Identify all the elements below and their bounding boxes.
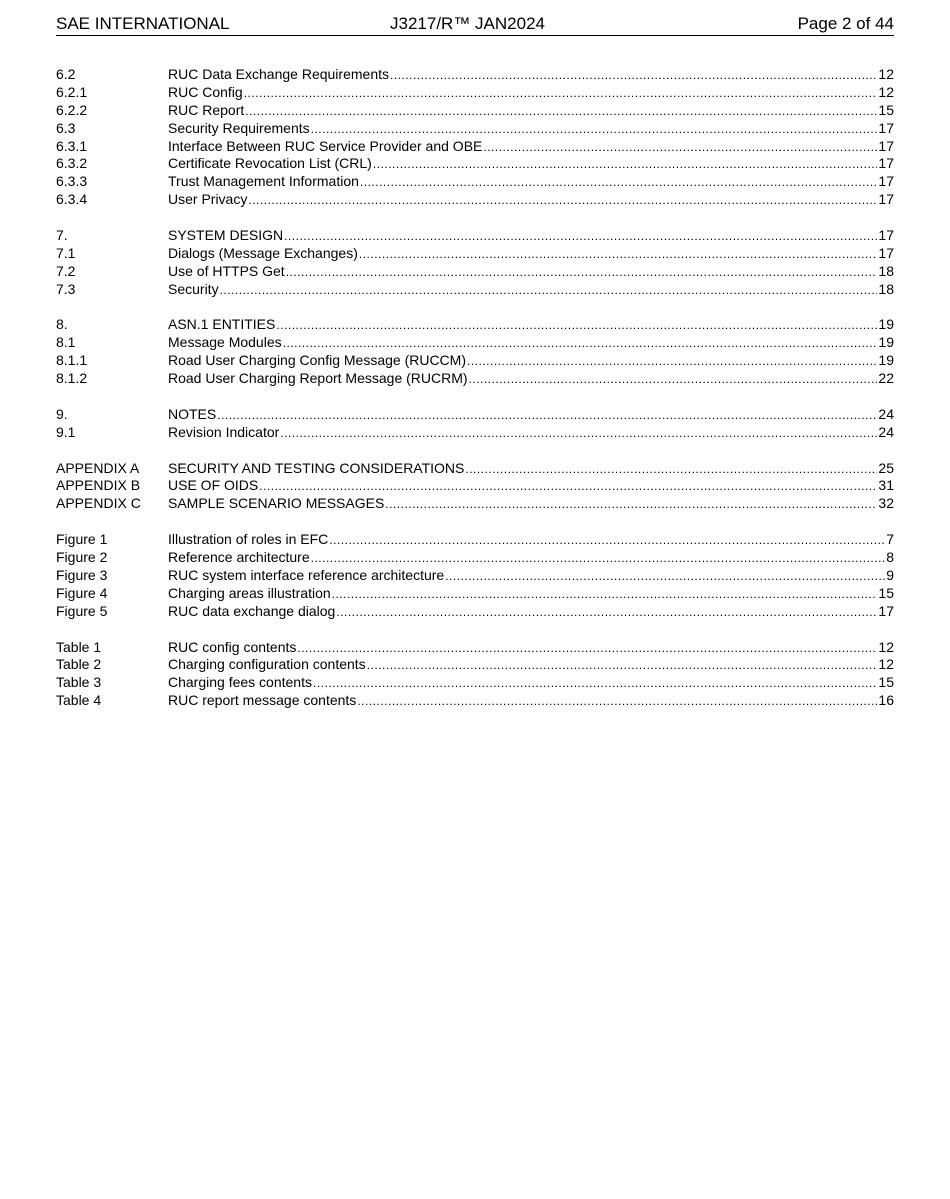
toc-entry-number: Table 2 — [56, 656, 102, 673]
toc-entry-number: 8.1 — [56, 334, 76, 351]
toc-entry-page: 17 — [878, 173, 894, 190]
dot-leader — [483, 139, 877, 157]
toc-entry-number: Table 4 — [56, 692, 102, 709]
toc-entry-number: Figure 4 — [56, 584, 108, 601]
toc-entry[interactable] — [56, 316, 894, 334]
toc-entry-number: Figure 2 — [56, 549, 108, 566]
toc-entry-page: 17 — [878, 119, 894, 136]
dot-leader — [313, 675, 877, 693]
dot-leader — [280, 425, 877, 443]
toc-entry-number: 6.2.2 — [56, 101, 88, 118]
toc-entry-title: RUC data exchange dialog — [168, 602, 336, 619]
toc-entry-number: 9.1 — [56, 423, 76, 440]
toc-entry-page: 7 — [886, 531, 894, 548]
toc-entry[interactable] — [56, 406, 894, 424]
toc-entry-page: 17 — [878, 191, 894, 208]
toc-entry[interactable] — [56, 567, 894, 585]
toc-entry-page: 19 — [878, 316, 894, 333]
toc-entry-page: 24 — [878, 405, 894, 422]
toc-group — [56, 531, 894, 620]
toc-entry-title: Charging areas illustration — [168, 584, 331, 601]
toc-entry-page: 17 — [878, 227, 894, 244]
toc-entry-page: 22 — [878, 370, 894, 387]
dot-leader — [357, 693, 877, 711]
toc-entry-page: 15 — [878, 584, 894, 601]
toc-entry[interactable] — [56, 674, 894, 692]
toc-entry-title: Revision Indicator — [168, 423, 280, 440]
toc-entry-number: 6.3.4 — [56, 191, 88, 208]
dot-leader — [297, 640, 877, 658]
toc-entry-title: Dialogs (Message Exchanges) — [168, 244, 358, 261]
toc-entry-number: 8. — [56, 316, 68, 333]
toc-entry-title: Security Requirements — [168, 119, 310, 136]
toc-entry-page: 18 — [878, 280, 894, 297]
toc-entry-page: 16 — [878, 692, 894, 709]
toc-entry-number: 7.3 — [56, 280, 76, 297]
toc-entry[interactable] — [56, 120, 894, 138]
dot-leader — [329, 532, 885, 550]
toc-entry-page: 8 — [886, 549, 894, 566]
dot-leader — [311, 121, 878, 139]
dot-leader — [217, 407, 877, 425]
toc-entry-title: Charging configuration contents — [168, 656, 366, 673]
dot-leader — [286, 264, 878, 282]
toc-entry-title: Reference architecture — [168, 549, 310, 566]
dot-leader — [220, 282, 878, 300]
toc-entry-number: APPENDIX C — [56, 495, 141, 512]
toc-entry-title: Charging fees contents — [168, 674, 312, 691]
toc-entry-page: 18 — [878, 262, 894, 279]
dot-leader — [359, 246, 878, 264]
toc-entry-number: APPENDIX A — [56, 459, 140, 476]
toc-entry-title: Use of HTTPS Get — [168, 262, 285, 279]
toc-entry[interactable] — [56, 549, 894, 567]
toc-entry[interactable] — [56, 370, 894, 388]
toc-entry[interactable] — [56, 66, 894, 84]
toc-entry[interactable] — [56, 334, 894, 352]
header-page-number: Page 2 of 44 — [797, 14, 894, 33]
header-document-id: J3217/R™ JAN2024 — [390, 14, 545, 33]
toc-entry[interactable] — [56, 245, 894, 263]
page-header — [56, 13, 894, 36]
toc-entry-page: 12 — [878, 83, 894, 100]
toc-group — [56, 406, 894, 442]
toc-entry-page: 17 — [878, 602, 894, 619]
dot-leader — [390, 67, 877, 85]
toc-group — [56, 227, 894, 299]
toc-entry-page: 31 — [878, 477, 894, 494]
toc-entry[interactable] — [56, 692, 894, 710]
toc-entry-page: 17 — [878, 244, 894, 261]
toc-entry[interactable] — [56, 460, 894, 478]
toc-entry-page: 12 — [878, 638, 894, 655]
dot-leader — [248, 192, 877, 210]
toc-entry-page: 24 — [878, 423, 894, 440]
toc-entry-number: Table 1 — [56, 638, 102, 655]
toc-entry-page: 17 — [878, 155, 894, 172]
toc-entry-page: 25 — [878, 459, 894, 476]
dot-leader — [276, 317, 877, 335]
dot-leader — [445, 568, 885, 586]
toc-entry[interactable] — [56, 531, 894, 549]
dot-leader — [283, 335, 878, 353]
toc-entry[interactable] — [56, 84, 894, 102]
toc-entry[interactable] — [56, 173, 894, 191]
dot-leader — [360, 174, 878, 192]
toc-group — [56, 639, 894, 711]
toc-entry-number: APPENDIX B — [56, 477, 141, 494]
toc-entry-page: 19 — [878, 334, 894, 351]
toc-entry-number: 7.2 — [56, 262, 76, 279]
toc-entry-title: RUC Config — [168, 83, 243, 100]
dot-leader — [385, 496, 877, 514]
toc-entry-number: 7. — [56, 227, 68, 244]
header-organization: SAE INTERNATIONAL — [56, 14, 230, 33]
dot-leader — [284, 228, 877, 246]
toc-entry-page: 12 — [878, 656, 894, 673]
toc-entry-title: Illustration of roles in EFC — [168, 531, 329, 548]
toc-entry-title: Message Modules — [168, 334, 282, 351]
toc-entry[interactable] — [56, 352, 894, 370]
dot-leader — [373, 156, 878, 174]
toc-entry-title: NOTES — [168, 405, 217, 422]
toc-entry-page: 15 — [878, 101, 894, 118]
toc-entry[interactable] — [56, 424, 894, 442]
toc-entry-title: ASN.1 ENTITIES — [168, 316, 276, 333]
toc-entry-title: User Privacy — [168, 191, 248, 208]
toc-entry[interactable] — [56, 495, 894, 513]
toc-entry[interactable] — [56, 227, 894, 245]
toc-entry-number: 6.3 — [56, 119, 76, 136]
dot-leader — [244, 85, 878, 103]
toc-group — [56, 66, 894, 209]
toc-entry-title: Road User Charging Report Message (RUCRM) — [168, 370, 468, 387]
toc-entry-number: 7.1 — [56, 244, 76, 261]
toc-entry[interactable] — [56, 603, 894, 621]
toc-entry-title: Trust Management Information — [168, 173, 359, 190]
toc-entry-page: 12 — [878, 66, 894, 82]
dot-leader — [311, 550, 886, 568]
dot-leader — [367, 657, 878, 675]
toc-entry-number: 6.3.1 — [56, 137, 88, 154]
toc-entry-number: Table 3 — [56, 674, 102, 691]
toc-entry-title: RUC report message contents — [168, 692, 357, 709]
dot-leader — [259, 478, 877, 496]
toc-entry[interactable] — [56, 138, 894, 156]
toc-group — [56, 316, 894, 388]
toc-entry-page: 19 — [878, 352, 894, 369]
toc-entry-title: RUC system interface reference architecture — [168, 566, 445, 583]
toc-entry-title: RUC Data Exchange Requirements — [168, 66, 389, 82]
toc-entry-title: Certificate Revocation List (CRL) — [168, 155, 372, 172]
toc-entry-title: SYSTEM DESIGN — [168, 227, 284, 244]
toc-entry-title: Security — [168, 280, 219, 297]
toc-entry-number: 6.3.3 — [56, 173, 88, 190]
dot-leader — [469, 371, 878, 389]
toc-entry[interactable] — [56, 585, 894, 603]
toc-entry[interactable] — [56, 477, 894, 495]
toc-entry-title: SAMPLE SCENARIO MESSAGES — [168, 495, 385, 512]
dot-leader — [467, 353, 877, 371]
toc-entry-number: 6.2.1 — [56, 83, 88, 100]
toc-entry[interactable] — [56, 263, 894, 281]
toc-entry-title: RUC config contents — [168, 638, 297, 655]
toc-entry-title: RUC Report — [168, 101, 245, 118]
toc-group — [56, 460, 894, 514]
toc-entry[interactable] — [56, 639, 894, 657]
toc-entry[interactable] — [56, 155, 894, 173]
toc-entry[interactable] — [56, 191, 894, 209]
toc-entry-number: 9. — [56, 405, 68, 422]
toc-entry[interactable] — [56, 102, 894, 120]
toc-entry[interactable] — [56, 656, 894, 674]
toc-entry-number: 8.1.1 — [56, 352, 88, 369]
toc-entry-page: 17 — [878, 137, 894, 154]
dot-leader — [465, 461, 877, 479]
toc-entry[interactable] — [56, 281, 894, 299]
toc-entry-title: SECURITY AND TESTING CONSIDERATIONS — [168, 459, 465, 476]
toc-entry-page: 9 — [886, 566, 894, 583]
table-of-contents — [56, 66, 894, 728]
toc-entry-title: Interface Between RUC Service Provider and OBE — [168, 137, 483, 154]
toc-entry-number: 6.2 — [56, 66, 76, 82]
toc-entry-number: 8.1.2 — [56, 370, 88, 387]
toc-entry-title: USE OF OIDS — [168, 477, 259, 494]
toc-entry-number: Figure 1 — [56, 531, 108, 548]
toc-entry-number: 6.3.2 — [56, 155, 88, 172]
dot-leader — [336, 604, 877, 622]
dot-leader — [332, 586, 878, 604]
dot-leader — [245, 103, 877, 121]
toc-entry-number: Figure 3 — [56, 566, 108, 583]
toc-entry-page: 15 — [878, 674, 894, 691]
toc-entry-title: Road User Charging Config Message (RUCCM) — [168, 352, 466, 369]
toc-entry-number: Figure 5 — [56, 602, 108, 619]
toc-entry-page: 32 — [878, 495, 894, 512]
